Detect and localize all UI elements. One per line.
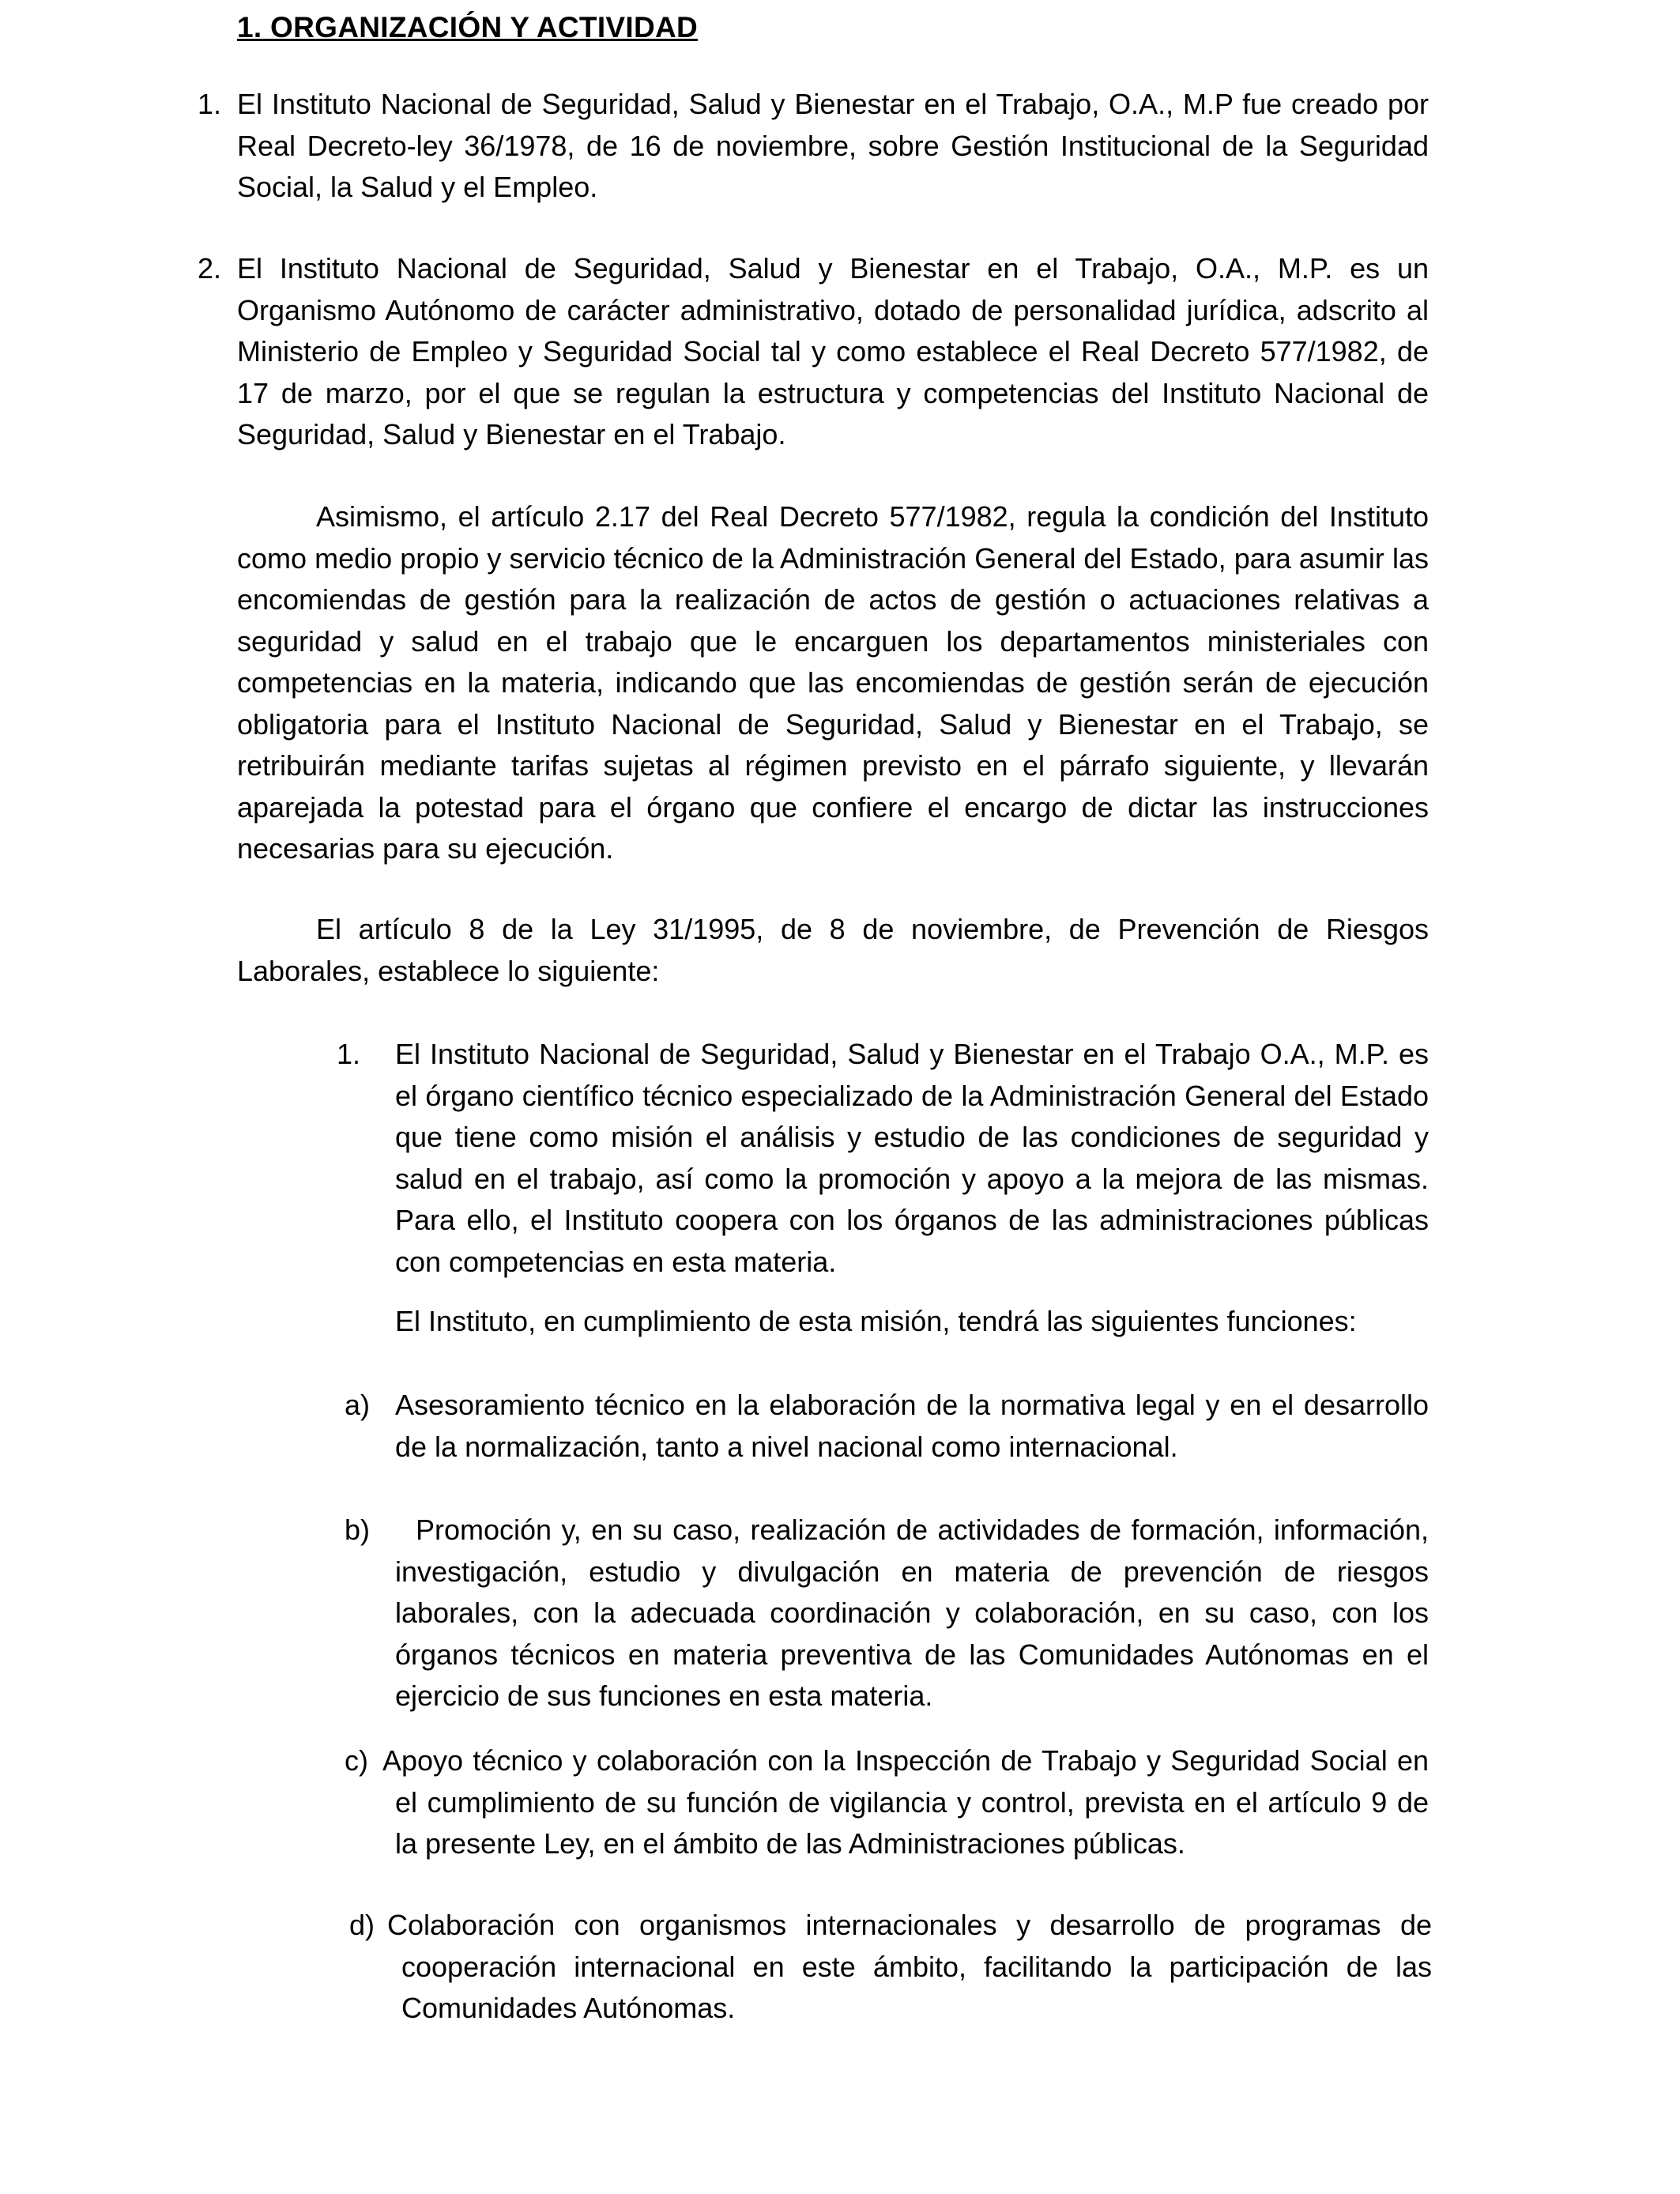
paragraph-2: El Instituto Nacional de Seguridad, Salud y Bienestar en el Trabajo, O.A., M.P. es un Organismo Autónomo de carácter administrativo, dotado de personalidad jurídica, adscrito al Ministerio de Empleo y Seguridad Social tal y como establece el Real Decreto 577/1982, de 17 de marzo, por el que se regulan la estructura y competencias del Instituto Nacional de Seguridad, Salud y Bienestar en el Trabajo. <box>237 252 1429 450</box>
paragraph-1: El Instituto Nacional de Seguridad, Salud y Bienestar en el Trabajo, O.A., M.P fue creado por Real Decreto-ley 36/1978, de 16 de noviembre, sobre Gestión Institucional de la Seguridad Social, la Salud y el Empleo. <box>237 88 1429 203</box>
section-heading: 1. ORGANIZACIÓN Y ACTIVIDAD <box>237 11 699 43</box>
function-d: Colaboración con organismos internacionales y desarrollo de programas de cooperación internacional en este ámbito, facilitando la participación de las Comunidades Autónomas. <box>387 1909 1432 2024</box>
paragraph-ley-31-1995: El artículo 8 de la Ley 31/1995, de 8 de noviembre, de Prevención de Riesgos Laborales, establece lo siguiente: <box>237 913 1429 987</box>
quote-item-1: El Instituto Nacional de Seguridad, Salud y Bienestar en el Trabajo O.A., M.P. es el órgano científico técnico especializado de la Administración General del Estado que tiene como misión el análisis y estudio de las condiciones de seguridad y salud en el trabajo, así como la promoción y apoyo a la mejora de las mismas. Para ello, el Instituto coopera con los órganos de las administraciones públicas con competencias en esta materia. <box>395 1038 1429 1278</box>
quote-item-1-number: 1. <box>337 1038 361 1070</box>
function-d-label: d) <box>349 1909 375 1941</box>
function-b: Promoción y, en su caso, realización de actividades de formación, información, investigación, estudio y divulgación en materia de prevención de riesgos laborales, con la adecuada coordinación y colaboración, en su caso, con los órganos técnicos en materia preventiva de las Comunidades Autónomas en el ejercicio de sus funciones en esta materia. <box>395 1514 1429 1712</box>
function-a: Asesoramiento técnico en la elaboración de la normativa legal y en el desarrollo de la normalización, tanto a nivel nacional como internacional. <box>395 1389 1429 1463</box>
functions-intro: El Instituto, en cumplimiento de esta misión, tendrá las siguientes funciones: <box>395 1305 1357 1337</box>
function-b-label: b) <box>345 1514 371 1546</box>
paragraph-1-number: 1. <box>198 88 222 120</box>
function-a-label: a) <box>345 1389 371 1421</box>
paragraph-2-number: 2. <box>198 252 222 285</box>
function-c-label: c) <box>345 1744 368 1777</box>
function-c: Apoyo técnico y colaboración con la Inspección de Trabajo y Seguridad Social en el cumplimiento de su función de vigilancia y control, prevista en el artículo 9 de la presente Ley, en el ámbito de las Administraciones públicas. <box>382 1744 1429 1860</box>
paragraph-asimismo: Asimismo, el artículo 2.17 del Real Decreto 577/1982, regula la condición del Instituto como medio propio y servicio técnico de la Administración General del Estado, para asumir las encomiendas de gestión para la realización de actos de gestión o actuaciones relativas a seguridad y salud en el trabajo que le encarguen los departamentos ministeriales con competencias en la materia, indicando que las encomiendas de gestión serán de ejecución obligatoria para el Instituto Nacional de Seguridad, Salud y Bienestar en el Trabajo, se retribuirán mediante tarifas sujetas al régimen previsto en el párrafo siguiente, y llevarán aparejada la potestad para el órgano que confiere el encargo de dictar las instrucciones necesarias para su ejecución. <box>237 500 1429 865</box>
